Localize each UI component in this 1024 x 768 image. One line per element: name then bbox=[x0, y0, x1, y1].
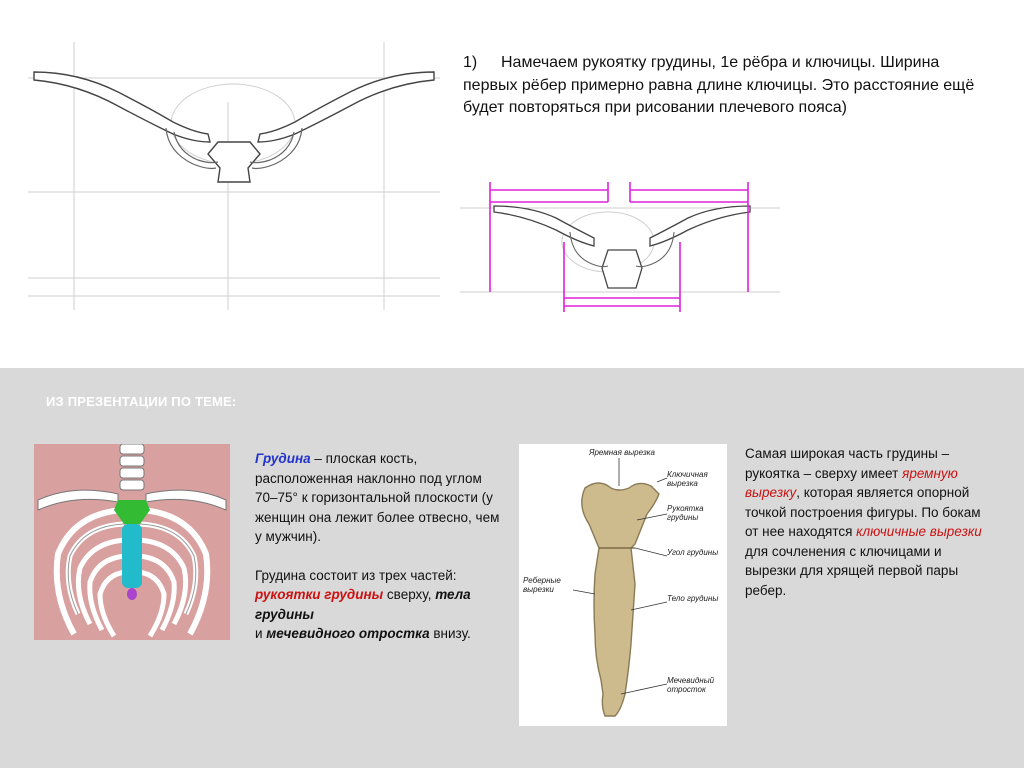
term-body: тела грудины bbox=[255, 587, 471, 622]
label-xiphoid: Мечевидный отросток bbox=[667, 676, 715, 694]
label-manubrium: Рукоятка грудины bbox=[667, 504, 704, 522]
label-clavicular-notch: Ключичная вырезка bbox=[667, 470, 708, 488]
term-clavicular-notches: ключичные вырезки bbox=[856, 524, 982, 539]
step-text: Намечаем рукоятку грудины, 1е рёбра и ключицы. Ширина первых рёбер примерно равна длине ключицы. Это расстояние ещё будет повторяться при рисовании плечевого пояса) bbox=[463, 54, 975, 116]
step-description bbox=[463, 52, 983, 120]
measurement-sketch-drawing bbox=[460, 172, 780, 312]
label-angle: Угол грудины bbox=[667, 548, 719, 557]
sternum-body-highlight bbox=[122, 524, 142, 588]
clavicle-sketch-drawing bbox=[28, 42, 440, 310]
panel-heading: ИЗ ПРЕЗЕНТАЦИИ ПО ТЕМЕ: bbox=[46, 394, 237, 409]
term-sternum: Грудина bbox=[255, 451, 311, 466]
label-costal-notches: Реберные вырезки bbox=[523, 576, 561, 594]
label-body: Тело грудины bbox=[667, 594, 719, 603]
term-jugular-notch: яремную вырезку bbox=[745, 465, 958, 500]
label-jugular-notch: Яремная вырезка bbox=[589, 448, 655, 457]
ribcage-illustration bbox=[34, 444, 230, 640]
manubrium-description-text: Самая широкая часть грудины – рукоятка – сверху имеет яремную вырезку, которая является опорной точкой построения фигуры. По бокам от нее находятся ключичные вырезки для сочленения с ключицами и вырезки для хрящей первой пары ребер. bbox=[745, 446, 982, 598]
xiphoid-highlight bbox=[127, 588, 137, 600]
term-manubrium: рукоятки грудины bbox=[255, 587, 384, 602]
sternum-illustration bbox=[519, 444, 727, 726]
sternum-definition-text: Грудина – плоская кость, расположенная наклонно под углом 70–75° к горизонтальной плоскости (у женщин она лежит более отвесно, чем у мужчин). Грудина состоит из трех частей: рукоятки грудины сверху, тела грудины и мечевидного отростка внизу. bbox=[255, 451, 500, 641]
step-number: 1) bbox=[463, 54, 478, 71]
term-xiphoid: мечевидного отростка bbox=[266, 626, 430, 641]
